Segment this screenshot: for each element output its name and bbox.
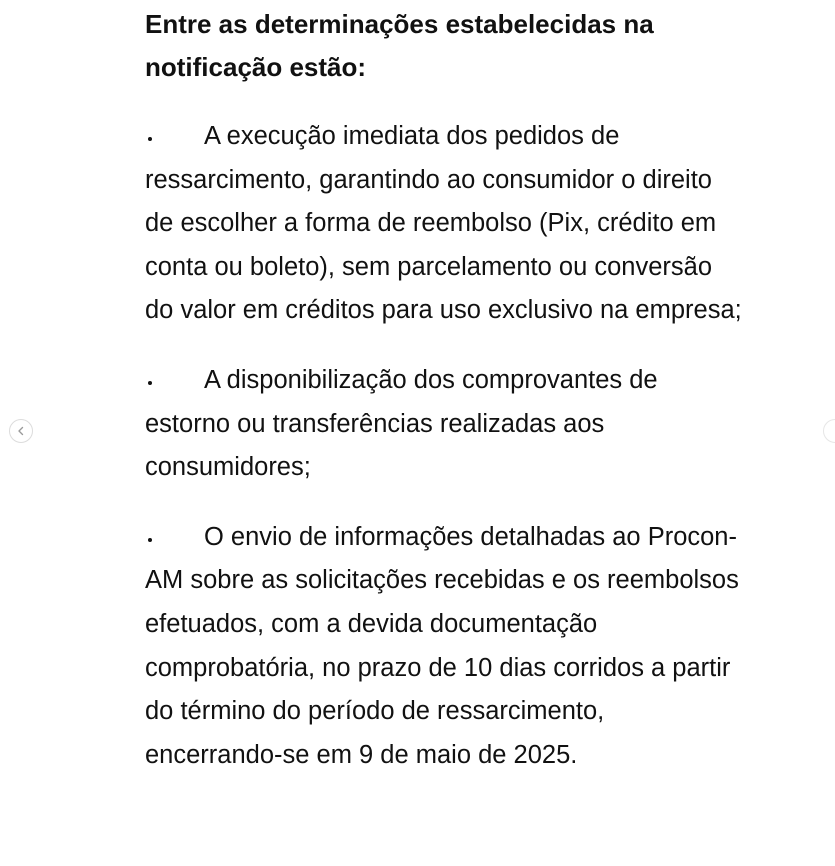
chevron-left-icon — [16, 426, 26, 436]
post-heading: Entre as determinações estabelecidas na notificação estão: — [145, 9, 654, 82]
list-item-text: A execução imediata dos pedidos de ressarcimento, garantindo ao consumidor o direito de escolher a forma de reembolso (Pix, crédito em conta ou boleto), sem parcelamento ou conversão do valor em créditos para uso exclusivo na empresa; — [145, 122, 742, 325]
list-item — [145, 115, 745, 333]
post-content — [145, 3, 745, 803]
list-item — [145, 359, 745, 490]
list-item — [145, 516, 745, 778]
list-item-text: O envio de informações detalhadas ao Procon-AM sobre as solicitações recebidas e os reembolsos efetuados, com a devida documentação comprobatória, no prazo de 10 dias corridos a partir do término do período de ressarcimento, encerrando-se em 9 de maio de 2025. — [145, 522, 739, 769]
previous-slide-button[interactable] — [9, 419, 33, 443]
next-slide-button[interactable] — [823, 419, 835, 443]
list-item-text: A disponibilização dos comprovantes de estorno ou transferências realizadas aos consumidores; — [145, 365, 658, 482]
